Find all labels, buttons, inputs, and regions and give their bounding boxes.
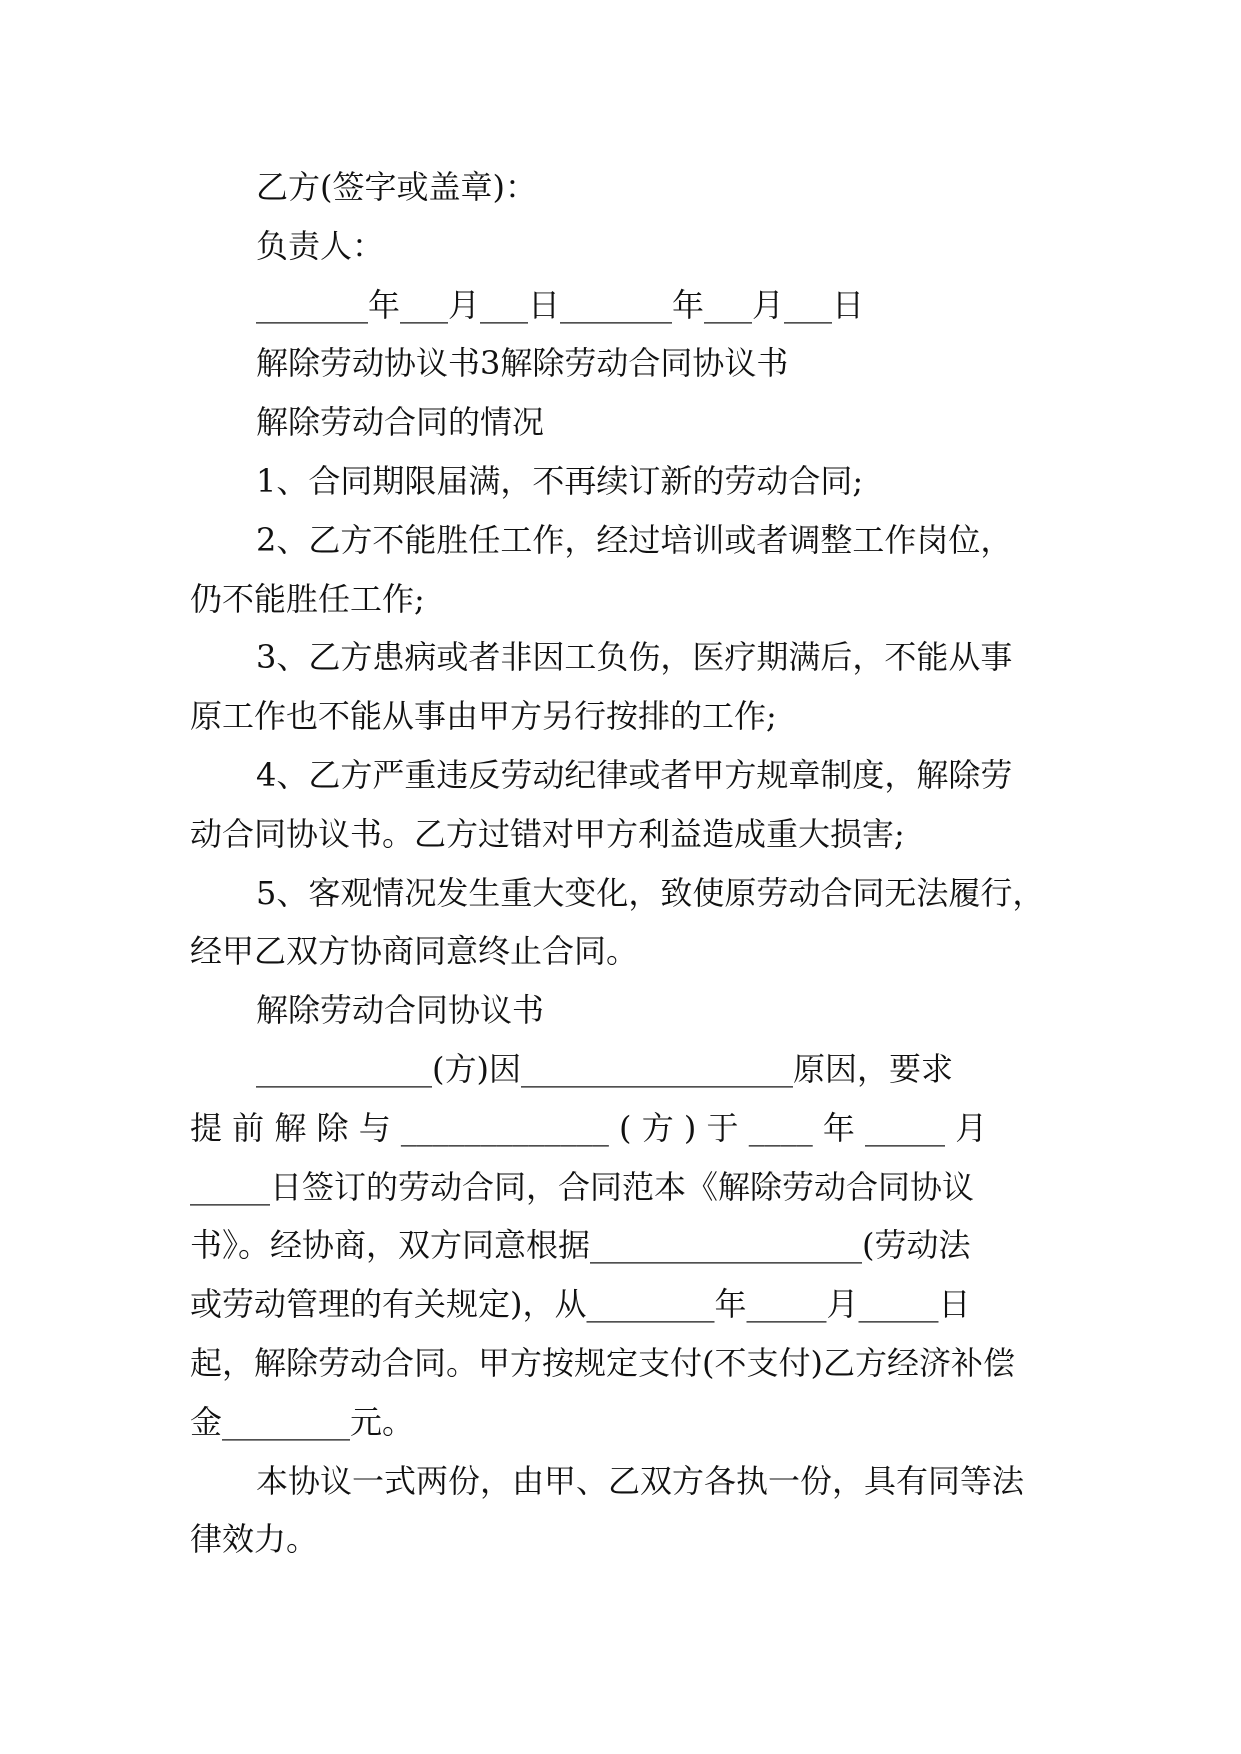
paragraph-line: 金________元。	[190, 1402, 415, 1441]
party-b-signature-line: 乙方(签字或盖章)：	[256, 168, 537, 206]
agreement-title-line: 解除劳动合同协议书	[256, 991, 545, 1030]
paragraph-line: 1、合同期限届满，不再续订新的劳动合同;	[256, 461, 864, 500]
paragraph-line: _____日签订的劳动合同，合同范本《解除劳动合同协议	[190, 1167, 975, 1206]
section-title-line: 解除劳动协议书3解除劳动合同协议书	[256, 344, 789, 383]
paragraph-line: 或劳动管理的有关规定)，从________年_____月_____日	[190, 1285, 971, 1324]
paragraph-line: 仍不能胜任工作;	[190, 579, 425, 618]
paragraph-line: 3、乙方患病或者非因工负伤，医疗期满后，不能从事	[256, 638, 1013, 677]
paragraph-line: 4、乙方严重违反劳动纪律或者甲方规章制度，解除劳	[256, 755, 1013, 794]
date-fields-line: _______年___月___日_______年___月___日	[256, 285, 865, 324]
document-body	[190, 158, 1052, 1569]
paragraph-line: 动合同协议书。乙方过错对甲方利益造成重大损害;	[190, 814, 905, 853]
paragraph-line: 5、客观情况发生重大变化，致使原劳动合同无法履行，	[256, 873, 1045, 912]
responsible-person-line: 负责人：	[256, 226, 385, 265]
paragraph-line: 提 前 解 除 与 _____________ ( 方 ) 于 ____ 年 _____ 月	[190, 1108, 988, 1147]
paragraph-line: ___________(方)因_________________原因，要求	[256, 1049, 953, 1088]
subheading-line: 解除劳动合同的情况	[256, 403, 545, 442]
paragraph-line: 原工作也不能从事由甲方另行按排的工作;	[190, 697, 777, 736]
paragraph-line: 2、乙方不能胜任工作，经过培训或者调整工作岗位，	[256, 520, 1013, 559]
paragraph-line: 书》。经协商，双方同意根据_________________(劳动法	[190, 1226, 971, 1265]
paragraph-line: 经甲乙双方协商同意终止合同。	[190, 932, 639, 971]
paragraph-line: 本协议一式两份，由甲、乙双方各执一份，具有同等法	[256, 1461, 1025, 1500]
paragraph-line: 起，解除劳动合同。甲方按规定支付(不支付)乙方经济补偿	[190, 1343, 1015, 1382]
paragraph-line: 律效力。	[190, 1520, 319, 1559]
